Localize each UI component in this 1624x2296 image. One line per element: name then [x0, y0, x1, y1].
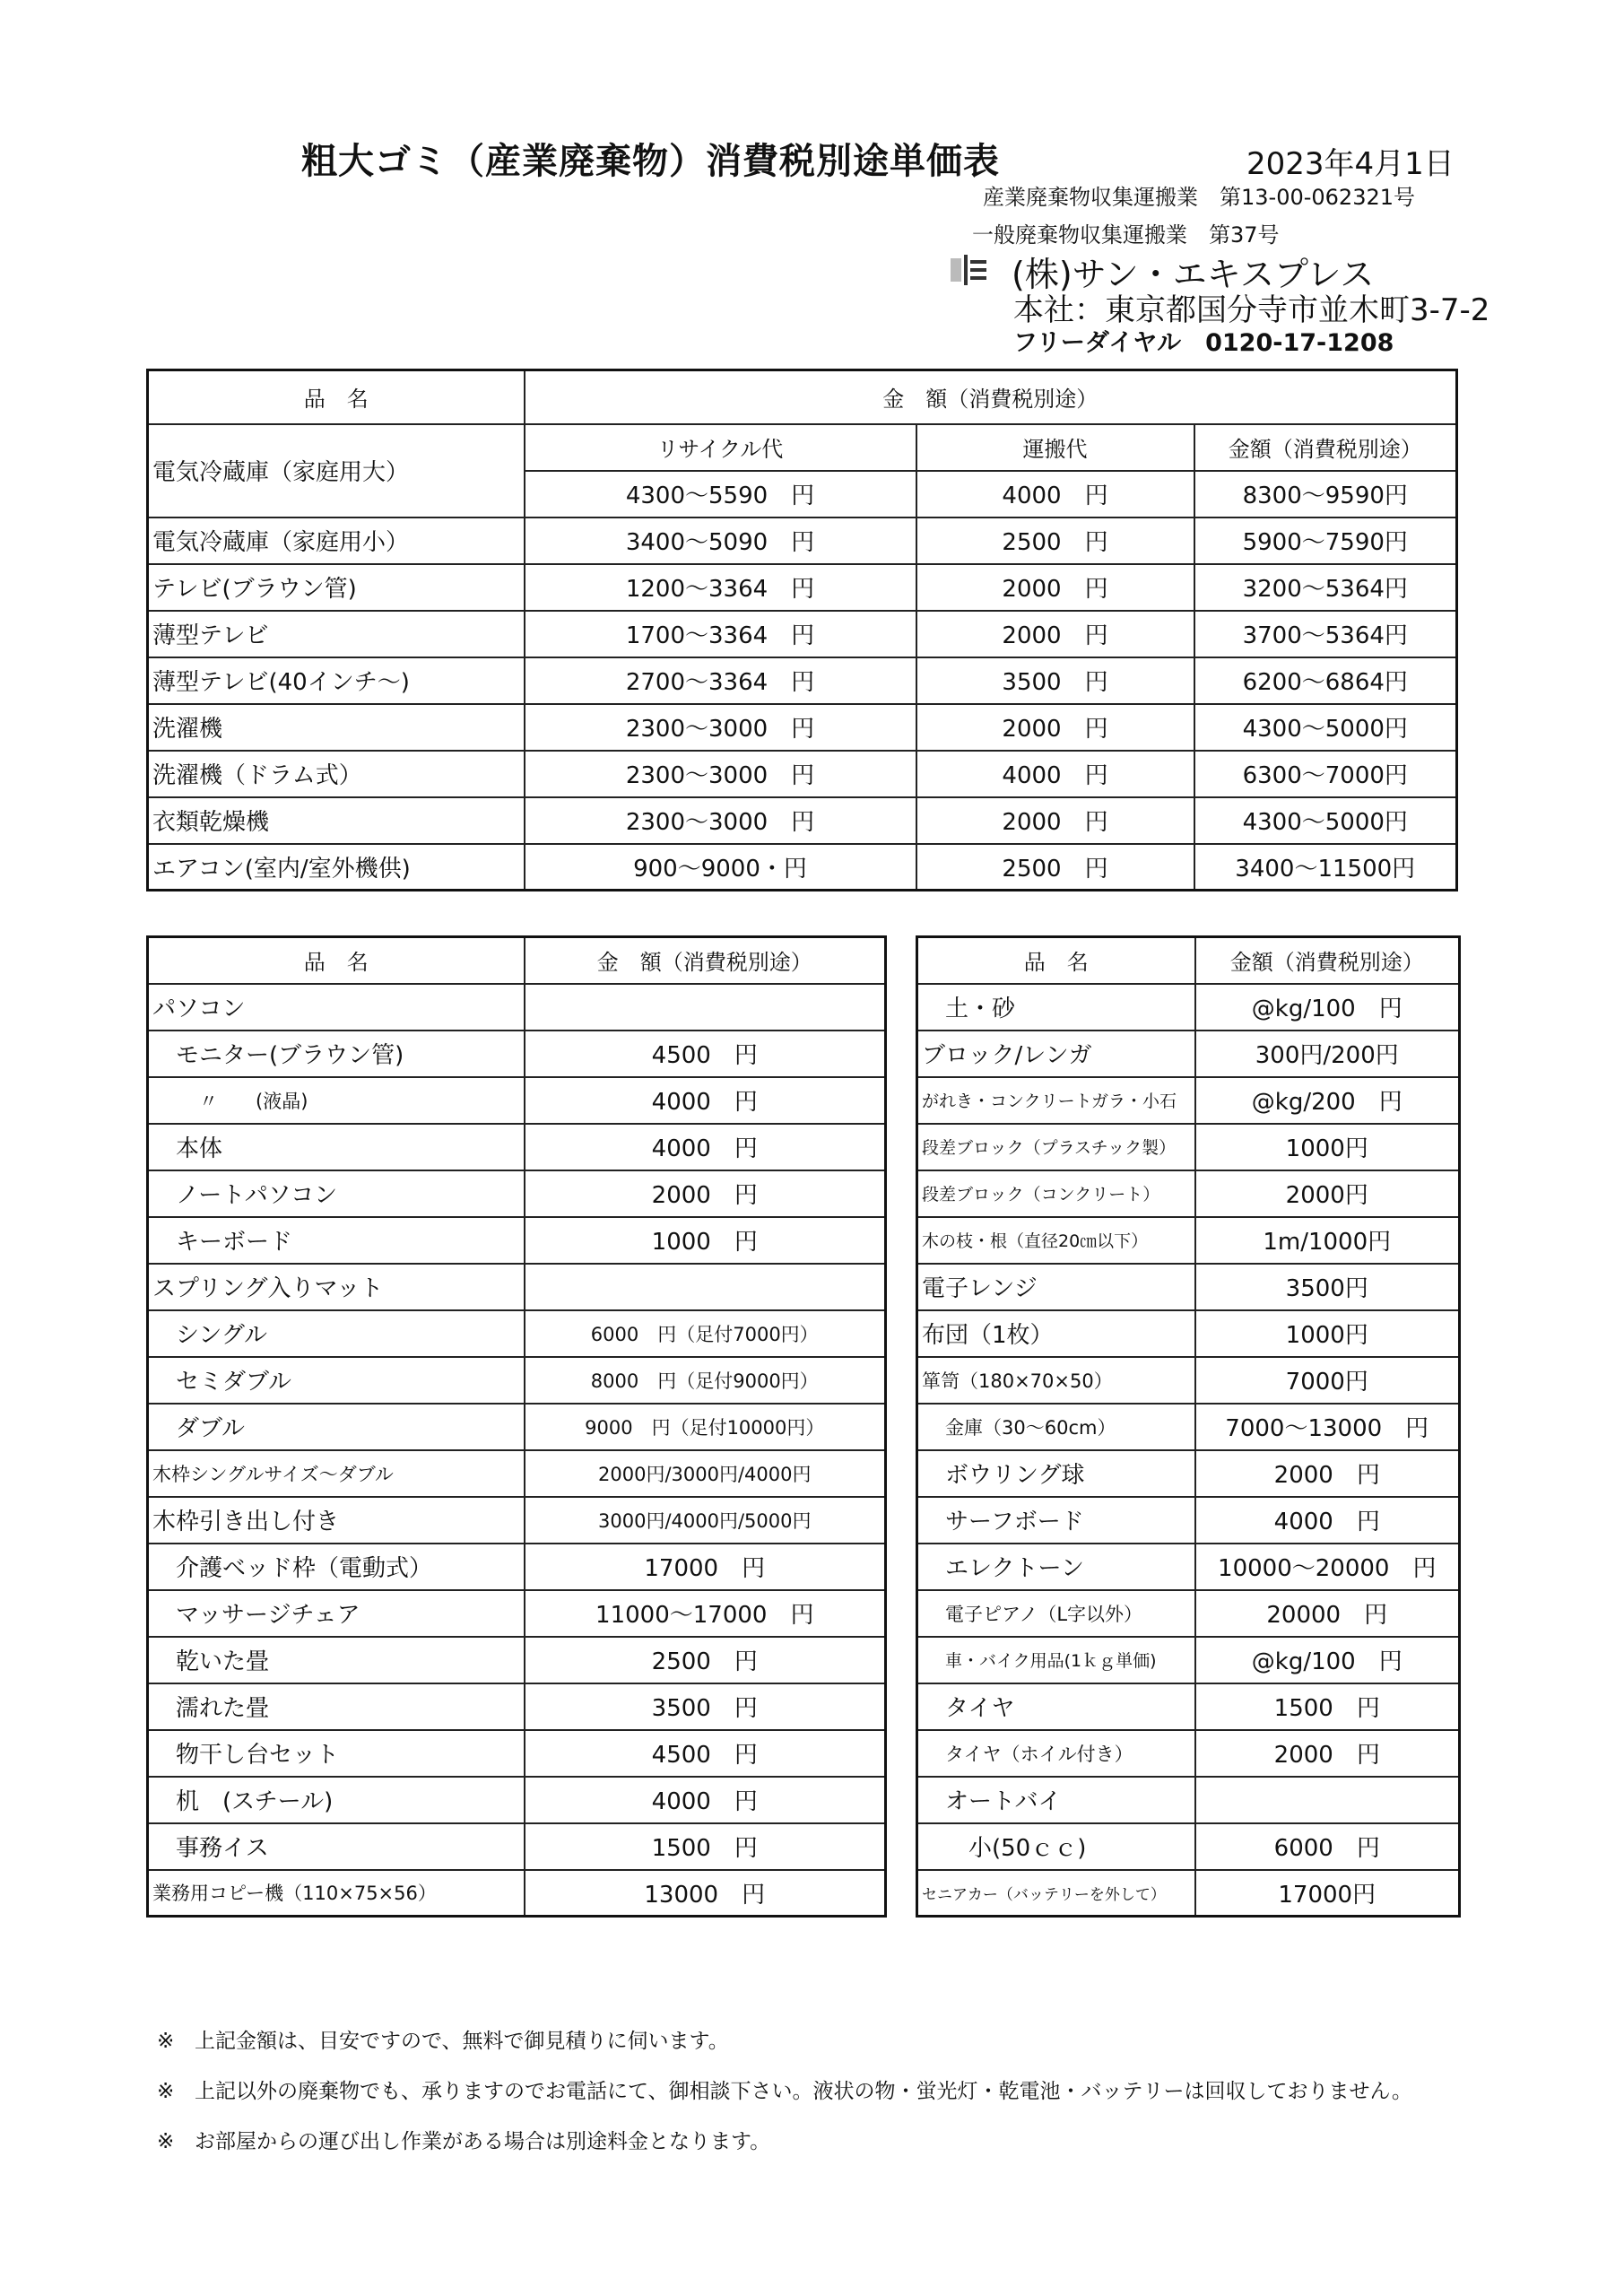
table-row: [148, 1450, 886, 1497]
item-price: @kg/200 円: [1195, 1077, 1460, 1124]
item-price: 4000 円: [1195, 1497, 1460, 1544]
table-row: [917, 1217, 1460, 1264]
item-name: エレクトーン: [917, 1544, 1195, 1590]
item-price: 7000～13000 円: [1195, 1404, 1460, 1450]
item-name: 箪笥（180×70×50）: [917, 1357, 1195, 1404]
table-row: [917, 1124, 1460, 1170]
item-name: 小(50ｃｃ): [917, 1823, 1195, 1870]
item-price: 2000 円: [525, 1170, 886, 1217]
company-name: (株)サン・エキスプレス: [1012, 255, 1375, 294]
table-row: [148, 1404, 886, 1450]
table-row: [917, 1450, 1460, 1497]
company-phone: フリーダイヤル 0120-17-1208: [1013, 329, 1394, 357]
misc-price-table: [916, 935, 1461, 1918]
item-name: 電子レンジ: [917, 1264, 1195, 1310]
table-row: [148, 1264, 886, 1310]
item-name: セニアカー（バッテリーを外して）: [917, 1870, 1195, 1917]
recycle-fee: 4300～5590 円: [525, 471, 916, 517]
recycle-fee: 2300～3000 円: [525, 751, 916, 797]
item-price: 17000円: [1195, 1870, 1460, 1917]
recycle-fee: 1200～3364 円: [525, 564, 916, 611]
sub-header-total: 金額（消費税別途）: [1194, 424, 1457, 471]
item-name: テレビ(ブラウン管): [148, 564, 525, 611]
table-row: [917, 1497, 1460, 1544]
item-name: 段差ブロック（プラスチック製）: [917, 1124, 1195, 1170]
item-price: 2000 円: [1195, 1450, 1460, 1497]
item-name: 机 (スチール): [148, 1777, 525, 1823]
table-row: [917, 1683, 1460, 1730]
item-price: 4000 円: [525, 1777, 886, 1823]
item-price: 4500 円: [525, 1031, 886, 1077]
item-name: 本体: [148, 1124, 525, 1170]
item-name: セミダブル: [148, 1357, 525, 1404]
footnotes: [157, 2016, 1412, 2167]
item-price: [1195, 1777, 1460, 1823]
item-price: 1m/1000円: [1195, 1217, 1460, 1264]
item-name: ノートパソコン: [148, 1170, 525, 1217]
total-fee: 6300～7000円: [1194, 751, 1457, 797]
item-name: 布団（1枚）: [917, 1310, 1195, 1357]
furniture-price-table: [146, 935, 887, 1918]
item-price: @kg/100 円: [1195, 1637, 1460, 1683]
table-row: [148, 1544, 886, 1590]
table-row: [917, 1544, 1460, 1590]
table-row: [148, 1497, 886, 1544]
item-name: タイヤ（ホイル付き）: [917, 1730, 1195, 1777]
col-header-amount: 金 額（消費税別途）: [525, 937, 886, 984]
recycle-fee: 3400～5090 円: [525, 517, 916, 564]
item-name: 衣類乾燥機: [148, 797, 525, 844]
transport-fee: 3500 円: [916, 657, 1194, 704]
item-price: 7000円: [1195, 1357, 1460, 1404]
sub-header-transport: 運搬代: [916, 424, 1194, 471]
item-name: モニター(ブラウン管): [148, 1031, 525, 1077]
footnote: [157, 2066, 1412, 2117]
item-name: 業務用コピー機（110×75×56）: [148, 1870, 525, 1917]
item-price: 20000 円: [1195, 1590, 1460, 1637]
item-price: 2000 円: [1195, 1730, 1460, 1777]
item-name: 濡れた畳: [148, 1683, 525, 1730]
table-row: [917, 1310, 1460, 1357]
table-row: [148, 1730, 886, 1777]
col-header-item: 品 名: [148, 937, 525, 984]
transport-fee: 4000 円: [916, 751, 1194, 797]
table-row: [148, 611, 1457, 657]
item-price: 8000 円（足付9000円）: [525, 1357, 886, 1404]
note-mark: ※: [157, 2080, 175, 2103]
item-name: サーフボード: [917, 1497, 1195, 1544]
col-header-amount: 金 額（消費税別途）: [525, 370, 1457, 424]
company-logo-icon: [949, 253, 990, 287]
table-row: [148, 1031, 886, 1077]
item-price: 1000円: [1195, 1124, 1460, 1170]
table-row: [148, 517, 1457, 564]
item-name: マッサージチェア: [148, 1590, 525, 1637]
item-name: 土・砂: [917, 984, 1195, 1031]
table-row: [917, 1031, 1460, 1077]
note-mark: ※: [157, 2130, 175, 2153]
item-name: 〃 (液晶): [148, 1077, 525, 1124]
table-row: [148, 1170, 886, 1217]
table-row: [148, 1637, 886, 1683]
item-price: 2500 円: [525, 1637, 886, 1683]
transport-fee: 2000 円: [916, 564, 1194, 611]
sub-header-recycle: リサイクル代: [525, 424, 916, 471]
table-row: [148, 1310, 886, 1357]
table-row: [148, 1590, 886, 1637]
page-title: 粗大ゴミ（産業廃棄物）消費税別途単価表: [301, 141, 1000, 182]
item-price: 4500 円: [525, 1730, 886, 1777]
total-fee: 3700～5364円: [1194, 611, 1457, 657]
col-header-item: 品 名: [917, 937, 1195, 984]
item-price: 3500円: [1195, 1264, 1460, 1310]
item-name: キーボード: [148, 1217, 525, 1264]
item-price: [525, 984, 886, 1031]
table-row: [148, 751, 1457, 797]
item-price: 6000 円: [1195, 1823, 1460, 1870]
table-row: [917, 1870, 1460, 1917]
item-name: 洗濯機: [148, 704, 525, 751]
col-header-amount: 金額（消費税別途）: [1195, 937, 1460, 984]
total-fee: 3200～5364円: [1194, 564, 1457, 611]
table-row: [917, 1264, 1460, 1310]
table-row: [148, 1124, 886, 1170]
item-price: 1000円: [1195, 1310, 1460, 1357]
table-row: [148, 704, 1457, 751]
table-row: [917, 1823, 1460, 1870]
item-price: 2000円: [1195, 1170, 1460, 1217]
recycle-fee: 2300～3000 円: [525, 704, 916, 751]
transport-fee: 2000 円: [916, 704, 1194, 751]
table-row: [917, 984, 1460, 1031]
table-row: [148, 1777, 886, 1823]
item-name: スプリング入りマット: [148, 1264, 525, 1310]
table-row: [917, 1730, 1460, 1777]
appliance-price-table: [146, 369, 1458, 891]
table-row: [917, 1404, 1460, 1450]
total-fee: 5900～7590円: [1194, 517, 1457, 564]
item-price: [525, 1264, 886, 1310]
table-row: [148, 1683, 886, 1730]
note-text: 上記金額は、目安ですので、無料で御見積りに伺います。: [195, 2030, 729, 2053]
item-price: 17000 円: [525, 1544, 886, 1590]
item-name: オートバイ: [917, 1777, 1195, 1823]
table-row: [148, 797, 1457, 844]
item-name: 電気冷蔵庫（家庭用大）: [148, 424, 525, 517]
total-fee: 4300～5000円: [1194, 797, 1457, 844]
table-row: [148, 1870, 886, 1917]
table-row: [148, 844, 1457, 891]
item-name: 車・バイク用品(1ｋｇ単価): [917, 1637, 1195, 1683]
table-row: [148, 564, 1457, 611]
item-price: 1500 円: [525, 1823, 886, 1870]
table-row: [917, 1637, 1460, 1683]
total-fee: 8300～9590円: [1194, 471, 1457, 517]
table-row: [148, 1357, 886, 1404]
item-name: 木枠引き出し付き: [148, 1497, 525, 1544]
issue-date: 2023年4月1日: [1246, 146, 1455, 182]
table-row: [148, 657, 1457, 704]
item-price: 13000 円: [525, 1870, 886, 1917]
table-row: [917, 1170, 1460, 1217]
item-price: 2000円/3000円/4000円: [525, 1450, 886, 1497]
item-name: ブロック/レンガ: [917, 1031, 1195, 1077]
item-price: 1500 円: [1195, 1683, 1460, 1730]
license-general: 一般廃棄物収集運搬業 第37号: [972, 222, 1280, 248]
recycle-fee: 2700～3364 円: [525, 657, 916, 704]
table-row: [917, 1590, 1460, 1637]
transport-fee: 4000 円: [916, 471, 1194, 517]
note-text: 上記以外の廃棄物でも、承りますのでお電話にて、御相談下さい。液状の物・蛍光灯・乾電池・バッテリーは回収しておりません。: [195, 2080, 1412, 2103]
recycle-fee: 1700～3364 円: [525, 611, 916, 657]
item-name: パソコン: [148, 984, 525, 1031]
item-name: 木枠シングルサイズ～ダブル: [148, 1450, 525, 1497]
total-fee: 4300～5000円: [1194, 704, 1457, 751]
item-price: 11000～17000 円: [525, 1590, 886, 1637]
item-name: ボウリング球: [917, 1450, 1195, 1497]
item-price: 10000～20000 円: [1195, 1544, 1460, 1590]
table-row: [148, 984, 886, 1031]
item-price: @kg/100 円: [1195, 984, 1460, 1031]
col-header-item: 品 名: [148, 370, 525, 424]
item-name: シングル: [148, 1310, 525, 1357]
item-price: 1000 円: [525, 1217, 886, 1264]
footnote: [157, 2016, 1412, 2066]
item-price: 3000円/4000円/5000円: [525, 1497, 886, 1544]
table-row: [148, 1077, 886, 1124]
item-name: 介護ベッド枠（電動式）: [148, 1544, 525, 1590]
item-name: 乾いた畳: [148, 1637, 525, 1683]
note-text: お部屋からの運び出し作業がある場合は別途料金となります。: [195, 2130, 771, 2153]
footnote: [157, 2117, 1412, 2167]
item-price: 9000 円（足付10000円）: [525, 1404, 886, 1450]
transport-fee: 2500 円: [916, 517, 1194, 564]
transport-fee: 2000 円: [916, 797, 1194, 844]
item-name: 電気冷蔵庫（家庭用小）: [148, 517, 525, 564]
item-name: がれき・コンクリートガラ・小石: [917, 1077, 1195, 1124]
item-name: 金庫（30～60cm）: [917, 1404, 1195, 1450]
item-price: 3500 円: [525, 1683, 886, 1730]
item-name: エアコン(室内/室外機供): [148, 844, 525, 891]
item-price: 6000 円（足付7000円）: [525, 1310, 886, 1357]
table-row: [148, 1823, 886, 1870]
table-row: [917, 1777, 1460, 1823]
total-fee: 3400～11500円: [1194, 844, 1457, 891]
transport-fee: 2000 円: [916, 611, 1194, 657]
item-name: ダブル: [148, 1404, 525, 1450]
recycle-fee: 900～9000・円: [525, 844, 916, 891]
item-name: 木の枝・根（直径20㎝以下）: [917, 1217, 1195, 1264]
table-row: [148, 1217, 886, 1264]
company-address: 本社：東京都国分寺市並木町3-7-2: [1013, 292, 1490, 328]
item-name: 洗濯機（ドラム式）: [148, 751, 525, 797]
transport-fee: 2500 円: [916, 844, 1194, 891]
table-row: [917, 1077, 1460, 1124]
item-price: 4000 円: [525, 1077, 886, 1124]
item-name: 電子ピアノ（L字以外）: [917, 1590, 1195, 1637]
license-industrial: 産業廃棄物収集運搬業 第13-00-062321号: [983, 185, 1416, 210]
item-price: 300円/200円: [1195, 1031, 1460, 1077]
item-name: 事務イス: [148, 1823, 525, 1870]
item-name: 物干し台セット: [148, 1730, 525, 1777]
item-name: 薄型テレビ(40インチ～): [148, 657, 525, 704]
recycle-fee: 2300～3000 円: [525, 797, 916, 844]
note-mark: ※: [157, 2030, 175, 2053]
item-price: 4000 円: [525, 1124, 886, 1170]
item-name: 段差ブロック（コンクリート）: [917, 1170, 1195, 1217]
item-name: 薄型テレビ: [148, 611, 525, 657]
item-name: タイヤ: [917, 1683, 1195, 1730]
total-fee: 6200～6864円: [1194, 657, 1457, 704]
table-row: [917, 1357, 1460, 1404]
